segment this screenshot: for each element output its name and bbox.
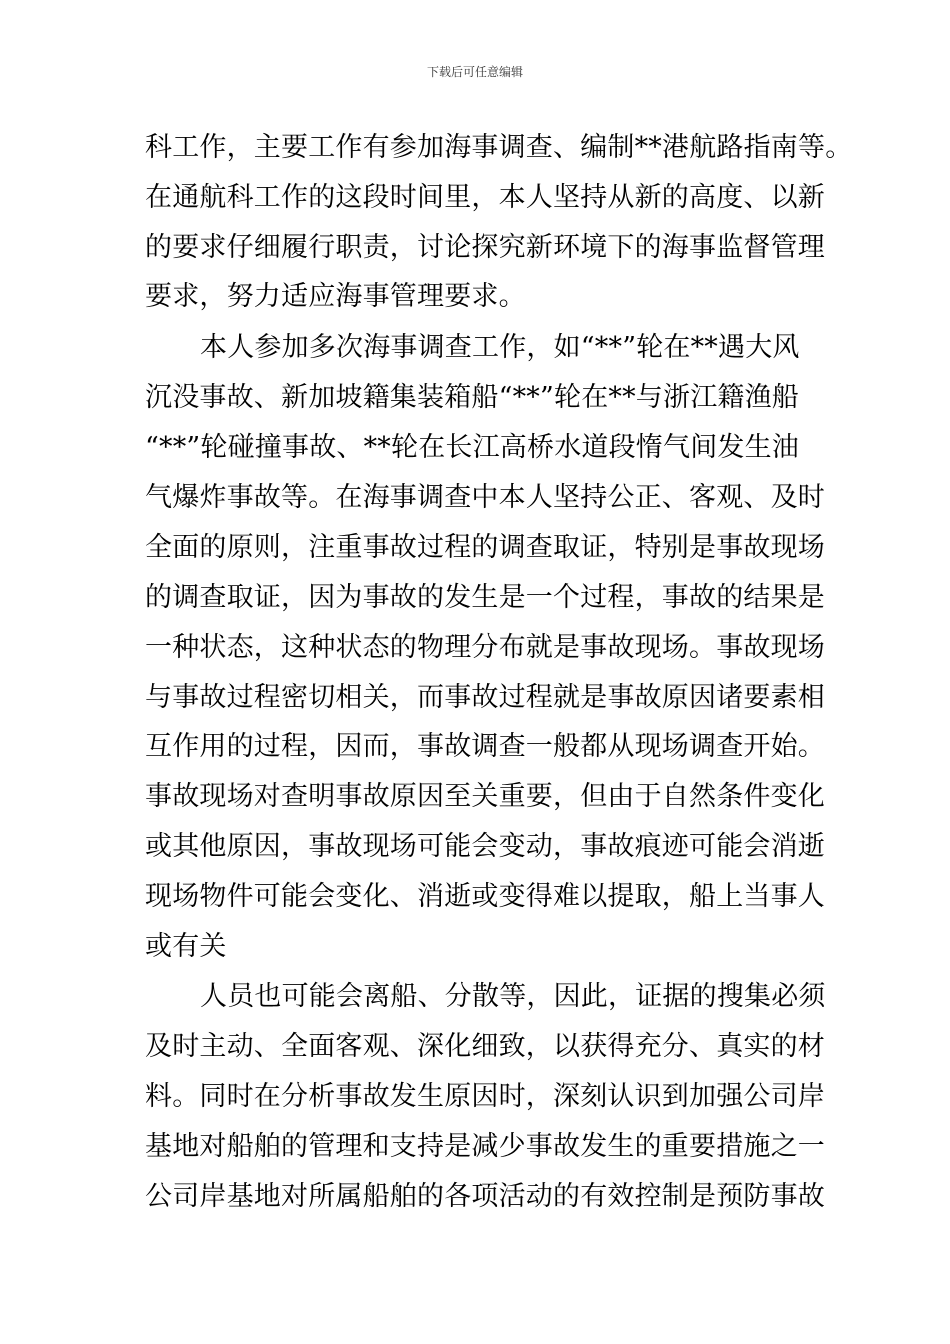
- page-header: 下载后可任意编辑: [426, 65, 523, 79]
- paragraph-2-line-1: 本人参加多次海事调查工作，如“**”轮在**遇大风: [200, 332, 800, 363]
- paragraph-3-line-2: 及时主动、全面客观、深化细致，以获得充分、真实的材: [145, 1031, 825, 1062]
- paragraph-2-line-2: 沉没事故、新加坡籍集装箱船“**”轮在**与浙江籍渔船: [145, 382, 800, 413]
- paragraph-3-line-3: 料。同时在分析事故发生原因时，深刻认识到加强公司岸: [145, 1081, 825, 1112]
- paragraph-2-line-3: “**”轮碰撞事故、**轮在长江高桥水道段惰气间发生油: [145, 432, 800, 463]
- paragraph-1-line-3: 的要求仔细履行职责，讨论探究新环境下的海事监督管理: [145, 232, 825, 263]
- paragraph-1-line-2: 在通航科工作的这段时间里，本人坚持从新的高度、以新: [145, 182, 825, 213]
- paragraph-2-line-13: 或有关: [145, 931, 227, 962]
- paragraph-2-line-6: 的调查取证，因为事故的发生是一个过程，事故的结果是: [145, 582, 825, 613]
- paragraph-1-line-1: 科工作，主要工作有参加海事调查、编制**港航路指南等。: [145, 132, 853, 163]
- paragraph-3-line-4: 基地对船舶的管理和支持是减少事故发生的重要措施之一: [145, 1131, 825, 1162]
- paragraph-2-line-10: 事故现场对查明事故原因至关重要，但由于自然条件变化: [145, 781, 825, 812]
- paragraph-2-line-4: 气爆炸事故等。在海事调查中本人坚持公正、客观、及时: [145, 482, 825, 513]
- paragraph-2-line-9: 互作用的过程，因而，事故调查一般都从现场调查开始。: [145, 731, 825, 762]
- paragraph-2-line-8: 与事故过程密切相关，而事故过程就是事故原因诸要素相: [145, 682, 825, 713]
- paragraph-2-line-7: 一种状态，这种状态的物理分布就是事故现场。事故现场: [145, 632, 825, 663]
- paragraph-1-line-4: 要求，努力适应海事管理要求。: [145, 281, 526, 312]
- paragraph-2-line-5: 全面的原则，注重事故过程的调查取证，特别是事故现场: [145, 532, 825, 563]
- paragraph-3-line-1: 人员也可能会离船、分散等，因此，证据的搜集必须: [200, 981, 826, 1012]
- paragraph-3-line-5: 公司岸基地对所属船舶的各项活动的有效控制是预防事故: [145, 1181, 825, 1212]
- paragraph-2-line-11: 或其他原因，事故现场可能会变动，事故痕迹可能会消逝: [145, 831, 825, 862]
- paragraph-2-line-12: 现场物件可能会变化、消逝或变得难以提取，船上当事人: [145, 881, 825, 912]
